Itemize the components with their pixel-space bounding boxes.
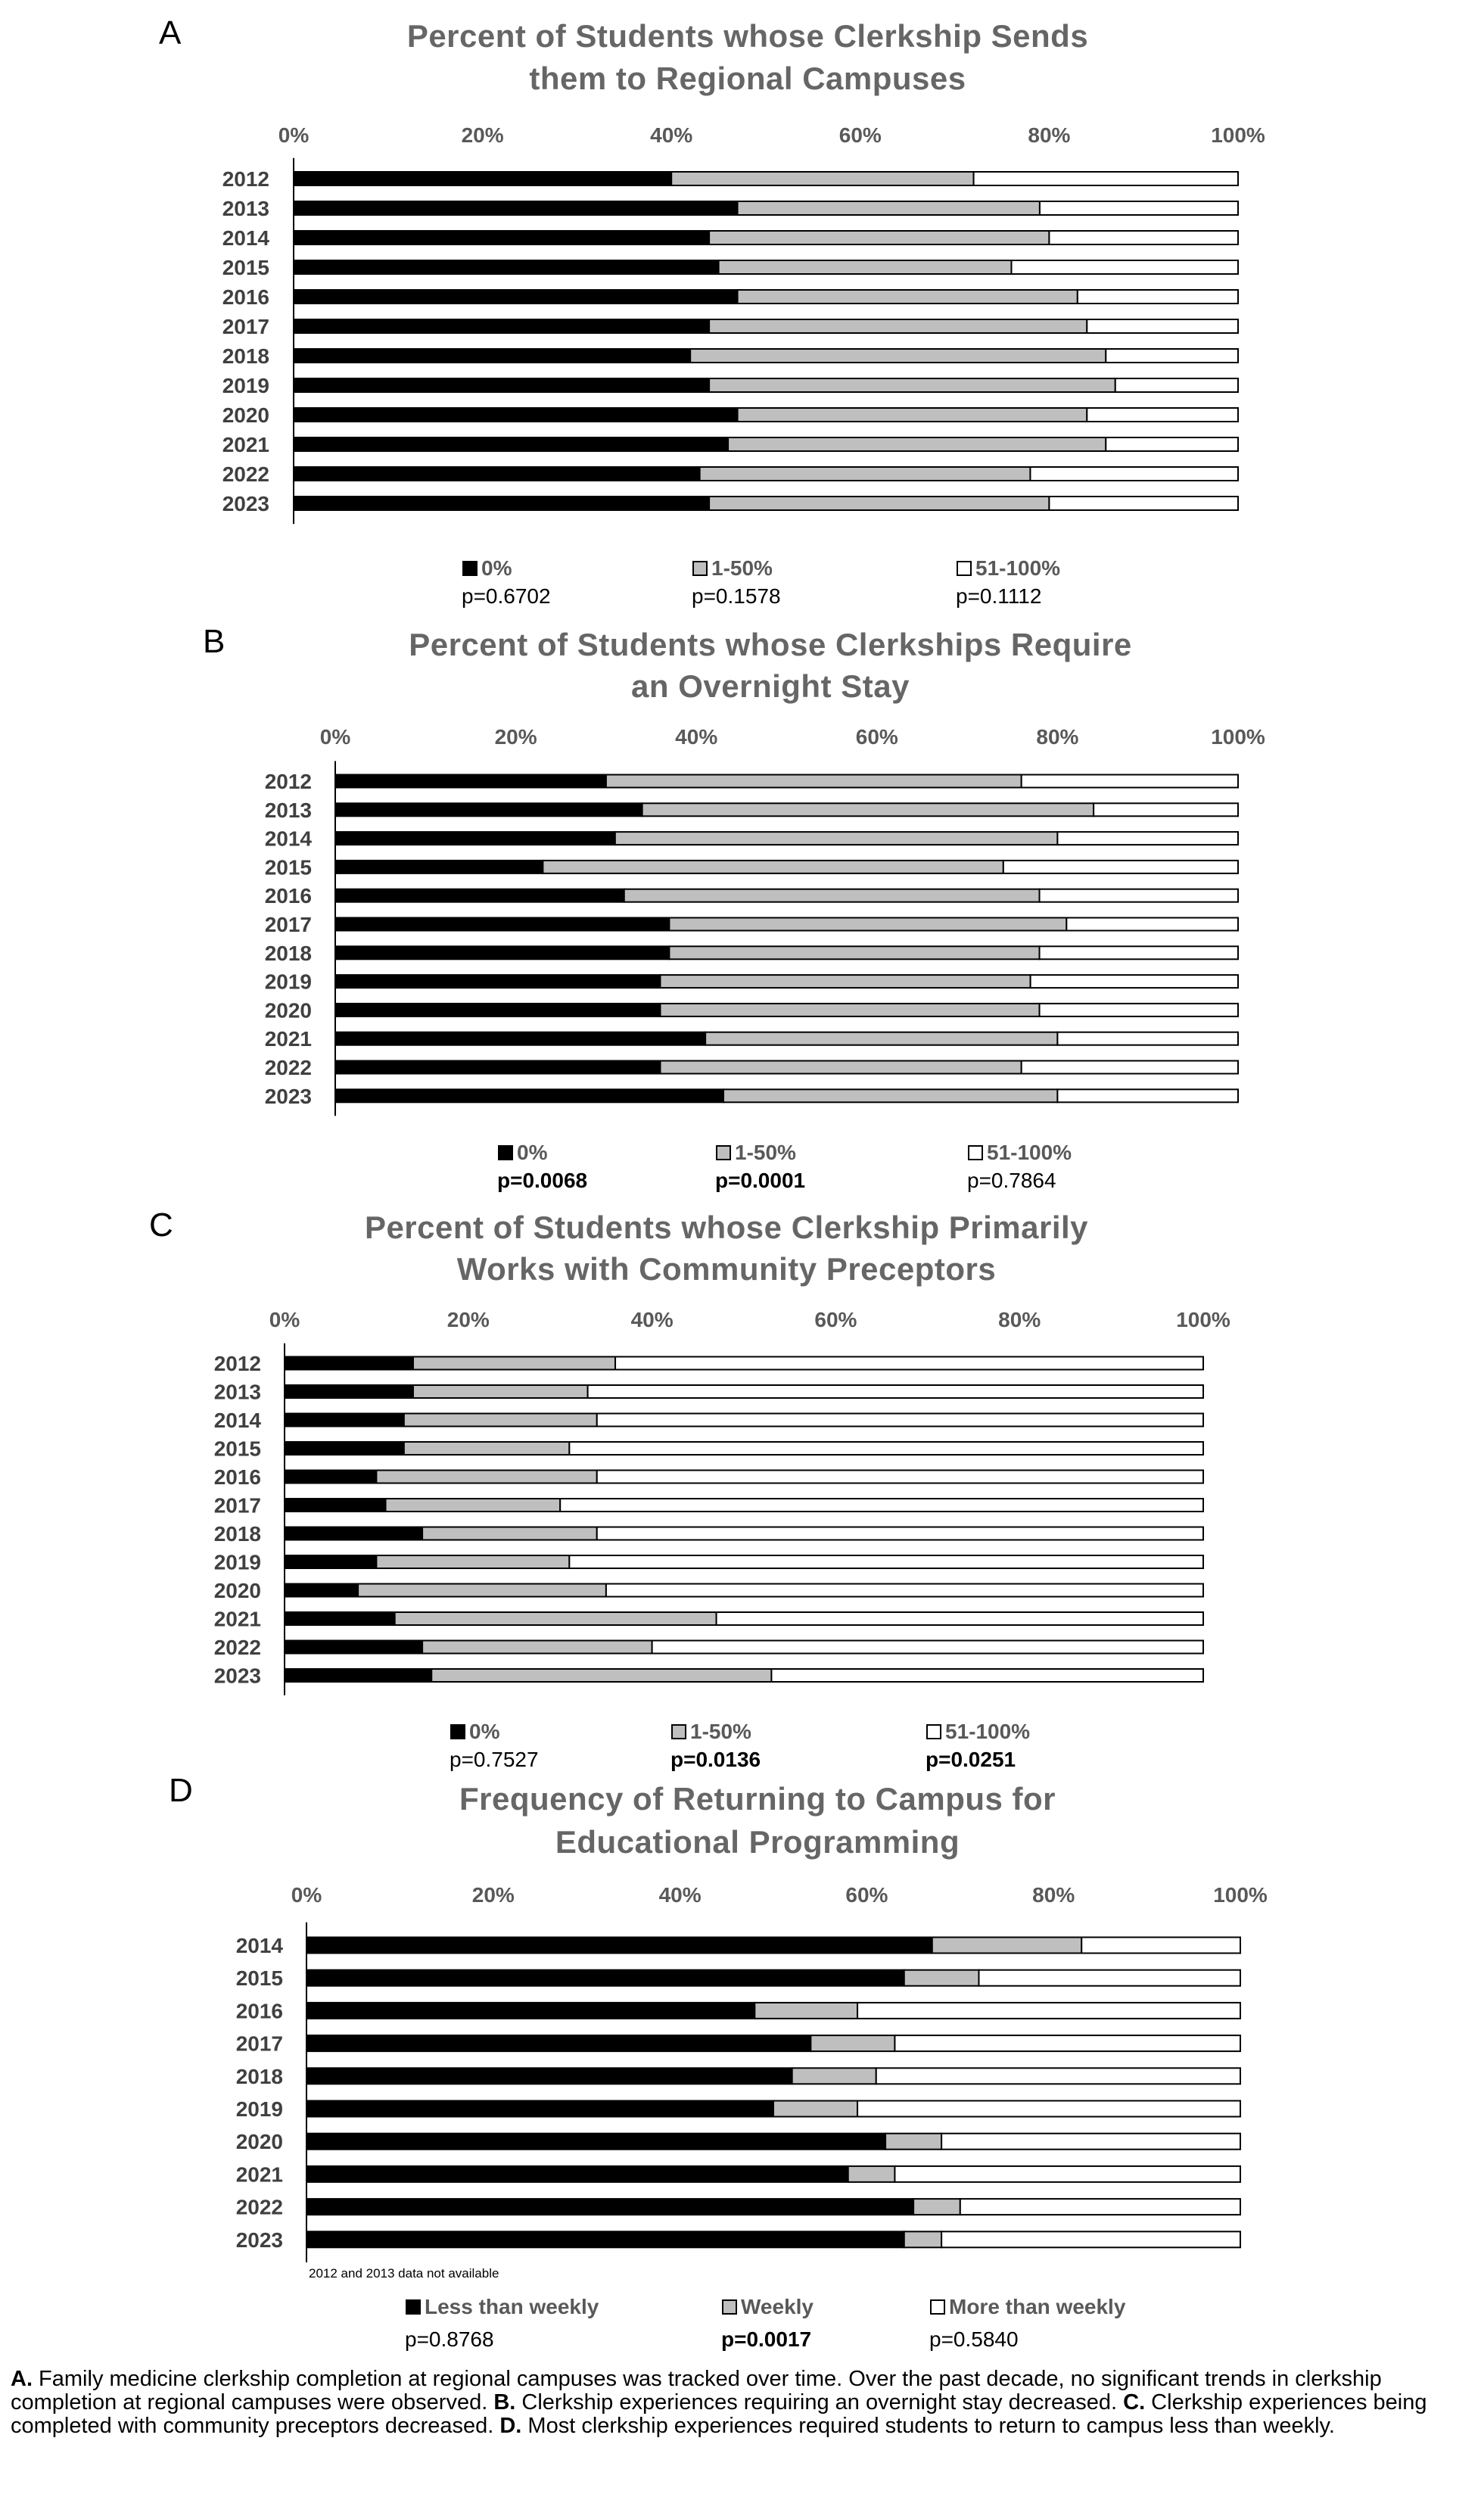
bar-segment — [1003, 861, 1238, 873]
bar-segment — [728, 437, 1106, 451]
bar-segment — [335, 861, 543, 873]
bar-segment — [386, 1499, 561, 1512]
x-tick-label: 20% — [471, 1883, 515, 1907]
bar-segment — [974, 172, 1238, 185]
bar-segment — [904, 1970, 979, 1986]
bar-segment — [671, 172, 973, 185]
category-label: 2014 — [213, 1409, 261, 1432]
bar-segment — [857, 2003, 1240, 2019]
bar-segment — [615, 832, 1058, 845]
bar-segment — [422, 1641, 652, 1654]
legend-swatch — [723, 2300, 736, 2314]
bar-segment — [285, 1471, 376, 1484]
legend-label: 1-50% — [690, 1720, 751, 1743]
p-value: p=0.1578 — [692, 584, 781, 608]
bar-segment — [335, 803, 642, 816]
bar-segment — [754, 2003, 857, 2019]
bar-segment — [294, 260, 719, 274]
legend-swatch — [451, 1725, 465, 1739]
category-label: 2014 — [222, 226, 269, 250]
category-label: 2014 — [235, 1934, 283, 1957]
bar-segment — [285, 1357, 413, 1370]
caption-label-d: D. — [499, 2414, 522, 2438]
chart-title-line: Percent of Students whose Clerkship Primarily — [364, 1210, 1089, 1245]
bar-segment — [709, 319, 1087, 333]
category-label: 2013 — [213, 1380, 261, 1404]
category-label: 2022 — [264, 1056, 312, 1079]
bar-segment — [1115, 378, 1238, 392]
p-value: p=0.5840 — [929, 2327, 1019, 2351]
category-label: 2017 — [222, 315, 269, 338]
bar-segment — [1040, 946, 1238, 959]
bar-segment — [669, 946, 1039, 959]
bar-segment — [1057, 1032, 1238, 1045]
x-tick-label: 40% — [630, 1308, 674, 1331]
x-tick-label: 80% — [1036, 725, 1079, 749]
bar-segment — [294, 172, 671, 185]
bar-segment — [960, 2199, 1240, 2215]
x-tick-label: 100% — [1176, 1308, 1230, 1331]
p-value: p=0.7864 — [967, 1169, 1056, 1192]
category-label: 2020 — [222, 403, 269, 427]
chart-title-line: an Overnight Stay — [631, 668, 910, 704]
p-value: p=0.0136 — [670, 1748, 761, 1771]
bar-segment — [294, 437, 728, 451]
x-tick-label: 60% — [838, 123, 882, 147]
figure-caption — [11, 2368, 1475, 2438]
category-label: 2020 — [213, 1579, 261, 1602]
bar-segment — [294, 497, 709, 510]
bar-segment — [376, 1471, 596, 1484]
bar-segment — [1040, 889, 1238, 902]
bar-segment — [1106, 349, 1238, 363]
bar-segment — [1011, 260, 1238, 274]
x-tick-label: 100% — [1213, 1883, 1268, 1907]
bar-segment — [597, 1527, 1203, 1540]
bar-segment — [306, 2101, 773, 2117]
category-label: 2018 — [235, 2064, 283, 2088]
bar-segment — [294, 231, 709, 244]
bar-segment — [660, 1004, 1039, 1017]
chart-title-line: Percent of Students whose Clerkship Sends — [406, 18, 1089, 54]
category-label: 2018 — [222, 344, 269, 368]
p-value: p=0.0017 — [721, 2327, 812, 2351]
bar-segment — [660, 975, 1030, 988]
bar-segment — [404, 1442, 570, 1455]
bar-segment — [285, 1612, 395, 1625]
bar-segment — [978, 1970, 1240, 1986]
bar-segment — [294, 408, 738, 422]
bar-segment — [1087, 319, 1238, 333]
p-value: p=0.1112 — [956, 584, 1042, 608]
bar-segment — [1057, 1089, 1238, 1102]
bar-segment — [306, 2068, 792, 2084]
bar-segment — [306, 1938, 932, 1954]
bar-segment — [335, 1032, 705, 1045]
bar-segment — [285, 1641, 422, 1654]
bar-segment — [358, 1584, 606, 1597]
bar-segment — [876, 2068, 1240, 2084]
bar-segment — [294, 349, 690, 363]
bar-segment — [894, 2035, 1240, 2051]
chart-title-line: them to Regional Campuses — [529, 61, 966, 96]
bar-segment — [771, 1669, 1203, 1682]
category-label: 2013 — [264, 798, 312, 822]
category-label: 2019 — [222, 374, 269, 397]
legend-swatch — [463, 562, 477, 575]
caption-text-a: Family medicine clerkship completion at regional campuses was tracked over time. Over the past decade, no significant trends in clerkship completion at regional campuses were observed. — [11, 2367, 1382, 2414]
bar-segment — [1094, 803, 1238, 816]
chart-title-line: Educational Programming — [555, 1824, 960, 1860]
legend-label: 0% — [517, 1141, 548, 1164]
legend-label: 51-100% — [987, 1141, 1072, 1164]
x-tick-label: 0% — [291, 1883, 322, 1907]
bar-segment — [606, 775, 1022, 788]
bar-segment — [285, 1499, 386, 1512]
category-label: 2016 — [222, 285, 269, 309]
x-tick-label: 80% — [1032, 1883, 1075, 1907]
x-tick-label: 0% — [278, 123, 310, 147]
category-label: 2019 — [213, 1550, 261, 1574]
legend-label: 0% — [469, 1720, 500, 1743]
bar-segment — [894, 2166, 1240, 2182]
category-label: 2023 — [213, 1664, 261, 1688]
bar-segment — [306, 1970, 904, 1986]
bar-segment — [285, 1669, 431, 1682]
bar-segment — [717, 1612, 1203, 1625]
bar-segment — [723, 1089, 1057, 1102]
bar-segment — [285, 1442, 404, 1455]
bar-segment — [335, 1004, 660, 1017]
p-value: p=0.8768 — [405, 2327, 494, 2351]
category-label: 2012 — [264, 770, 312, 793]
legend-label: Less than weekly — [425, 2295, 599, 2318]
bar-segment — [1022, 775, 1238, 788]
bar-segment — [413, 1357, 615, 1370]
bar-segment — [885, 2134, 941, 2150]
chart-title-line: Frequency of Returning to Campus for — [459, 1781, 1056, 1817]
bar-segment — [335, 775, 606, 788]
chart-panel-a — [159, 14, 1265, 608]
bar-segment — [294, 378, 709, 392]
bar-segment — [1040, 201, 1238, 215]
category-label: 2020 — [264, 998, 312, 1023]
bar-segment — [773, 2101, 857, 2117]
caption-text-b: Clerkship experiences requiring an overnight stay decreased. — [515, 2390, 1124, 2414]
bar-segment — [306, 2134, 885, 2150]
x-tick-label: 60% — [814, 1308, 857, 1331]
category-label: 2021 — [264, 1027, 312, 1051]
legend-label: 1-50% — [711, 556, 773, 580]
p-value: p=0.0068 — [497, 1169, 588, 1192]
category-label: 2013 — [222, 197, 269, 220]
category-label: 2015 — [213, 1437, 261, 1461]
bar-segment — [642, 803, 1094, 816]
category-label: 2018 — [264, 941, 312, 965]
bar-segment — [810, 2035, 894, 2051]
bar-segment — [705, 1032, 1057, 1045]
legend-label: 51-100% — [945, 1720, 1031, 1743]
bar-segment — [904, 2231, 941, 2247]
bar-segment — [285, 1555, 376, 1568]
category-label: 2019 — [264, 970, 312, 994]
bar-segment — [652, 1641, 1203, 1654]
panel-letter: D — [169, 1772, 193, 1809]
bar-segment — [606, 1584, 1203, 1597]
x-tick-label: 20% — [461, 123, 504, 147]
bar-segment — [597, 1414, 1203, 1427]
bar-segment — [560, 1499, 1203, 1512]
bar-segment — [569, 1555, 1203, 1568]
legend-label: 0% — [481, 556, 512, 580]
bar-segment — [941, 2231, 1240, 2247]
bar-segment — [335, 918, 669, 931]
p-value: p=0.7527 — [450, 1748, 539, 1771]
legend-swatch — [717, 1146, 730, 1160]
legend-label: 51-100% — [975, 556, 1061, 580]
chart-title-line: Works with Community Preceptors — [456, 1251, 997, 1287]
p-value: p=0.0001 — [715, 1169, 806, 1192]
bar-segment — [294, 319, 709, 333]
category-label: 2017 — [213, 1493, 261, 1518]
x-tick-label: 0% — [269, 1308, 300, 1331]
p-value: p=0.6702 — [462, 584, 551, 608]
bar-segment — [1040, 1004, 1238, 1017]
bar-segment — [792, 2068, 876, 2084]
x-tick-label: 100% — [1211, 123, 1265, 147]
legend-swatch — [499, 1146, 512, 1160]
caption-text-d: Most clerkship experiences required students to return to campus less than weekly. — [521, 2414, 1335, 2438]
caption-label-b: B. — [493, 2390, 516, 2414]
bar-segment — [335, 889, 624, 902]
bar-segment — [306, 2231, 904, 2247]
panel-letter: B — [203, 623, 226, 660]
category-label: 2021 — [213, 1607, 261, 1631]
bar-segment — [431, 1669, 771, 1682]
bar-segment — [700, 467, 1031, 481]
bar-segment — [294, 467, 700, 481]
panel-letter: A — [159, 14, 182, 51]
category-label: 2022 — [235, 2195, 283, 2219]
bar-segment — [1049, 497, 1238, 510]
legend-swatch — [931, 2300, 944, 2314]
category-label: 2022 — [222, 462, 269, 486]
legend-label: More than weekly — [949, 2295, 1126, 2318]
category-label: 2019 — [235, 2097, 283, 2121]
bar-segment — [857, 2101, 1240, 2117]
caption-text-c: Clerkship experiences being completed with community preceptors decreased. — [11, 2390, 1427, 2438]
chart-panel-c — [149, 1206, 1230, 1771]
category-label: 2015 — [264, 855, 312, 880]
legend-label: 1-50% — [735, 1141, 796, 1164]
bar-segment — [690, 349, 1106, 363]
bar-segment — [597, 1471, 1203, 1484]
category-label: 2012 — [222, 167, 269, 191]
bar-segment — [376, 1555, 569, 1568]
category-label: 2016 — [213, 1465, 261, 1489]
panel-letter: C — [149, 1206, 173, 1244]
legend-swatch — [672, 1725, 686, 1739]
category-label: 2018 — [213, 1522, 261, 1546]
x-tick-label: 40% — [658, 1883, 702, 1907]
bar-segment — [543, 861, 1003, 873]
bar-segment — [306, 2003, 754, 2019]
chart-panel-b — [203, 623, 1265, 1192]
bar-segment — [709, 378, 1115, 392]
bar-segment — [335, 1061, 660, 1074]
bar-segment — [285, 1414, 404, 1427]
category-label: 2016 — [235, 1999, 283, 2023]
bar-segment — [913, 2199, 960, 2215]
category-label: 2015 — [235, 1966, 283, 1991]
bar-segment — [294, 290, 738, 304]
bar-segment — [306, 2166, 848, 2182]
x-tick-label: 40% — [650, 123, 693, 147]
bar-segment — [306, 2199, 913, 2215]
x-tick-label: 20% — [494, 725, 537, 749]
category-label: 2015 — [222, 256, 269, 279]
bar-segment — [848, 2166, 895, 2182]
bar-segment — [335, 832, 615, 845]
category-label: 2022 — [213, 1636, 261, 1659]
x-tick-label: 100% — [1211, 725, 1265, 749]
bar-segment — [413, 1385, 588, 1398]
bar-segment — [1049, 231, 1238, 244]
bar-segment — [294, 201, 738, 215]
category-label: 2023 — [235, 2228, 283, 2252]
x-tick-label: 0% — [319, 725, 351, 749]
bar-segment — [285, 1385, 413, 1398]
category-label: 2021 — [235, 2162, 283, 2187]
legend-label: Weekly — [741, 2295, 814, 2318]
bar-segment — [1022, 1061, 1238, 1074]
bar-segment — [738, 408, 1087, 422]
bar-segment — [1057, 832, 1238, 845]
legend-swatch — [969, 1146, 982, 1160]
bar-segment — [932, 1938, 1081, 1954]
category-label: 2017 — [235, 2032, 283, 2056]
legend-swatch — [957, 562, 971, 575]
chart-title-line: Percent of Students whose Clerkships Require — [409, 627, 1132, 662]
x-tick-label: 20% — [446, 1308, 490, 1331]
bar-segment — [588, 1385, 1203, 1398]
bar-segment — [404, 1414, 597, 1427]
bar-segment — [624, 889, 1040, 902]
x-tick-label: 80% — [1028, 123, 1071, 147]
chart-note: 2012 and 2013 data not available — [309, 2266, 499, 2281]
bar-segment — [285, 1527, 422, 1540]
category-label: 2021 — [222, 433, 269, 456]
category-label: 2023 — [264, 1084, 312, 1108]
category-label: 2014 — [264, 827, 312, 851]
chart-panel-d — [169, 1772, 1268, 2351]
category-label: 2012 — [213, 1352, 261, 1375]
bar-segment — [1106, 437, 1238, 451]
bar-segment — [1078, 290, 1238, 304]
bar-segment — [738, 290, 1078, 304]
bar-segment — [335, 1089, 723, 1102]
bar-segment — [941, 2134, 1240, 2150]
x-tick-label: 60% — [845, 1883, 888, 1907]
bar-segment — [660, 1061, 1021, 1074]
bar-segment — [719, 260, 1012, 274]
x-tick-label: 40% — [675, 725, 718, 749]
category-label: 2020 — [235, 2130, 283, 2154]
bar-segment — [1030, 467, 1238, 481]
bar-segment — [422, 1527, 597, 1540]
legend-swatch — [406, 2300, 420, 2314]
bar-segment — [306, 2035, 810, 2051]
bar-segment — [669, 918, 1066, 931]
bar-segment — [615, 1357, 1203, 1370]
bar-segment — [1081, 1938, 1240, 1954]
caption-label-a: A. — [11, 2367, 33, 2391]
bar-segment — [738, 201, 1040, 215]
bar-segment — [395, 1612, 717, 1625]
category-label: 2023 — [222, 492, 269, 515]
bar-segment — [1087, 408, 1238, 422]
bar-segment — [1031, 975, 1238, 988]
category-label: 2017 — [264, 913, 312, 936]
bar-segment — [1066, 918, 1238, 931]
legend-swatch — [693, 562, 707, 575]
x-tick-label: 60% — [855, 725, 898, 749]
x-tick-label: 80% — [998, 1308, 1041, 1331]
bar-segment — [285, 1584, 358, 1597]
bar-segment — [709, 231, 1049, 244]
bar-segment — [709, 497, 1049, 510]
category-label: 2016 — [264, 884, 312, 908]
legend-swatch — [927, 1725, 941, 1739]
p-value: p=0.0251 — [926, 1748, 1016, 1771]
caption-label-c: C. — [1123, 2390, 1146, 2414]
bar-segment — [335, 975, 660, 988]
bar-segment — [569, 1442, 1203, 1455]
bar-segment — [335, 946, 669, 959]
